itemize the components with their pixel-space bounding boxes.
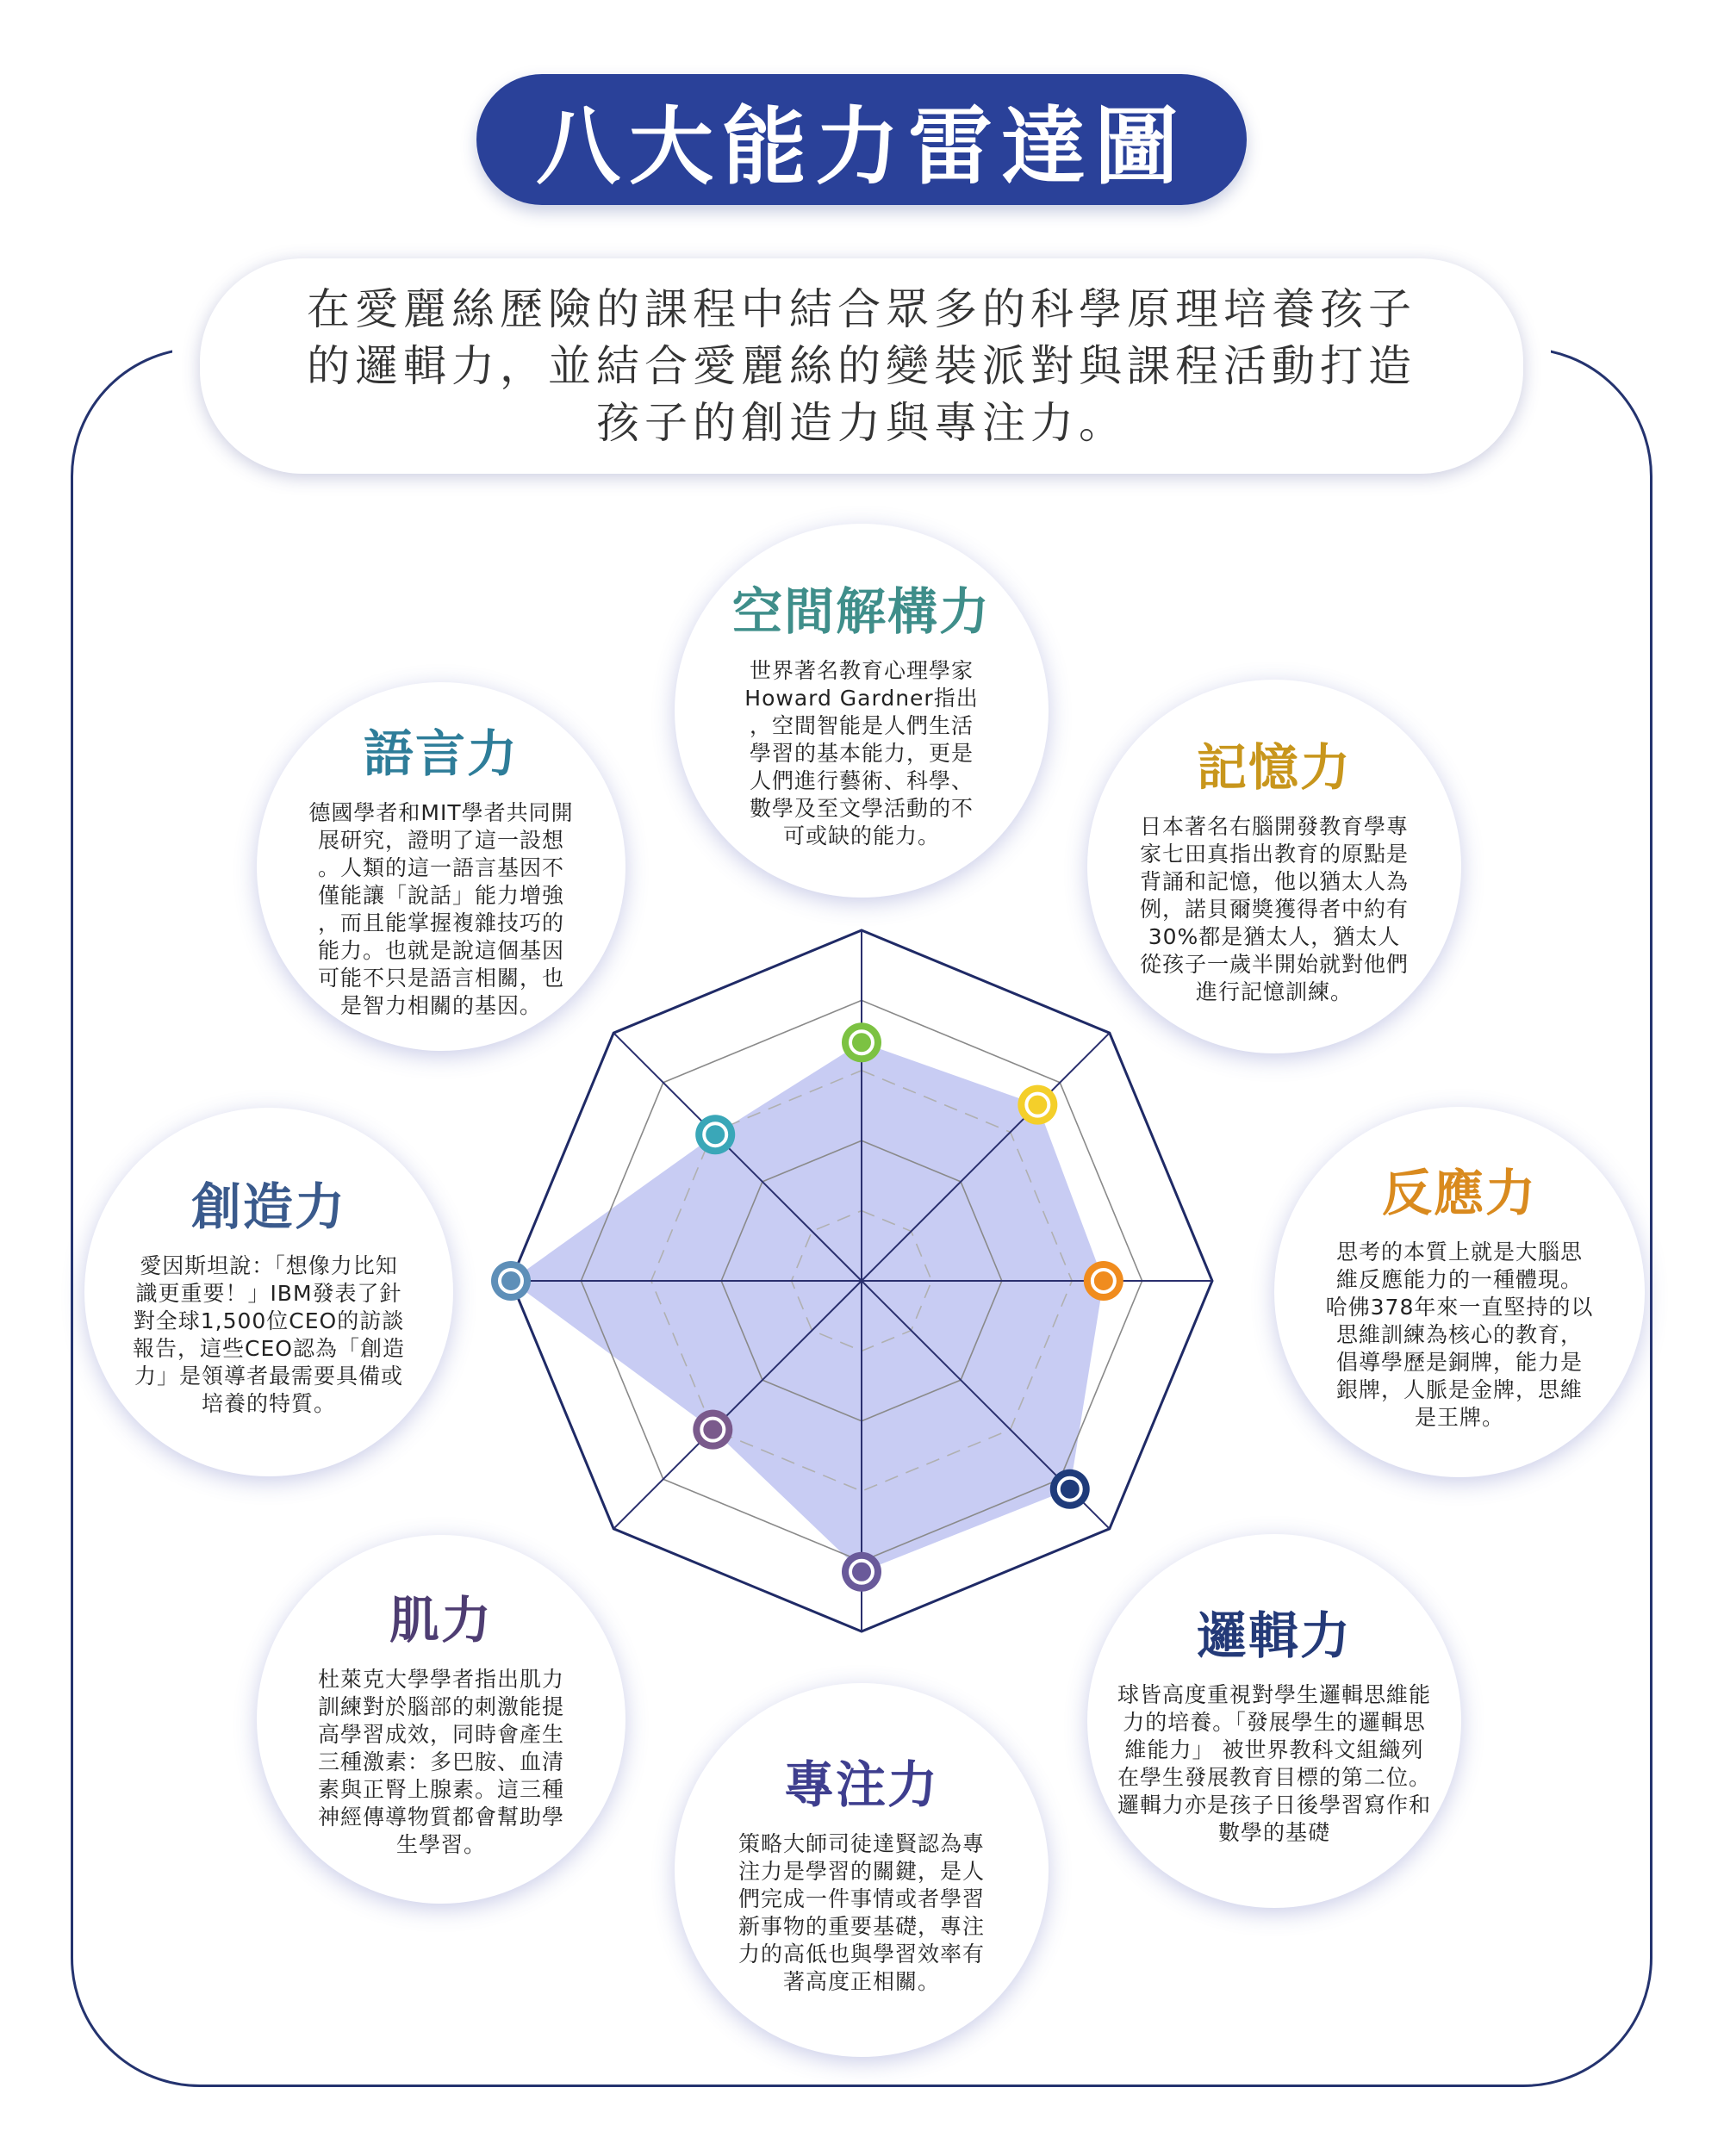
bubble-text-line: 倡導學歷是銅牌，能力是 (1335, 1350, 1583, 1375)
page-title: 八大能力雷達圖 (535, 97, 1187, 196)
bubble-text-line: 們完成一件事情或者學習 (738, 1886, 985, 1911)
bubble-muscle (257, 1535, 625, 1904)
bubble-text-line: 著高度正相關。 (782, 1969, 940, 1994)
bubble-text-creativity (122, 1252, 415, 1418)
bubble-text-line: 策略大師司徒達賢認為專 (738, 1831, 985, 1856)
bubble-text-line: 素與正腎上腺素。這三種 (317, 1777, 564, 1802)
bubble-text-line: 識更重要！」IBM發表了針 (135, 1281, 402, 1306)
bubble-text-line: 。人類的這一語言基因不 (317, 855, 564, 880)
bubble-text-line: Howard Gardner指出 (744, 686, 979, 711)
bubble-text-line: ，而且能掌握複雜技巧的 (317, 910, 564, 935)
bubble-title-memory: 記憶力 (1196, 738, 1352, 797)
bubble-text-line: 展研究，證明了這一設想 (317, 828, 564, 853)
bubble-text-spatial (715, 657, 1008, 850)
bubble-memory (1087, 680, 1461, 1053)
radar-point-0 (842, 1022, 881, 1062)
bubble-logic (1087, 1534, 1461, 1908)
radar-point-3 (1050, 1469, 1090, 1509)
bubble-text-line: 思考的本質上就是大腦思 (1335, 1240, 1583, 1264)
bubble-text-line: 例，諾貝爾獎獲得者中約有 (1139, 897, 1409, 922)
bubble-reaction (1274, 1107, 1645, 1477)
radar-point-6 (491, 1261, 531, 1301)
bubble-text-line: 僅能讓「說話」能力增強 (317, 883, 564, 908)
bubble-text-line: 力的培養。「發展學生的邏輯思 (1123, 1710, 1426, 1735)
bubble-text-logic (1111, 1681, 1438, 1847)
bubble-text-line: 可能不只是語言相關，也 (317, 966, 564, 991)
bubble-text-line: 愛因斯坦說：「想像力比知 (140, 1253, 398, 1278)
bubble-text-line: 新事物的重要基礎，專注 (738, 1914, 985, 1939)
bubble-text-line: 進行記憶訓練。 (1195, 979, 1353, 1004)
bubble-text-line: 家七田真指出教育的原點是 (1139, 842, 1409, 867)
bubble-text-line: 是王牌。 (1414, 1405, 1504, 1430)
bubble-text-line: 高學習成效，同時會產生 (317, 1722, 564, 1747)
bubble-text-line: 30%都是猶太人，猶太人 (1148, 924, 1401, 949)
bubble-text-line: 數學的基礎 (1217, 1820, 1330, 1845)
bubble-title-focus: 專注力 (783, 1755, 939, 1814)
bubble-text-line: 維反應能力的一種體現。 (1335, 1267, 1583, 1292)
bubble-text-line: ，空間智能是人們生活 (749, 713, 974, 738)
bubble-text-line: 銀牌，人脈是金牌，思維 (1335, 1377, 1583, 1402)
bubble-text-line: 注力是學習的關鍵，是人 (738, 1859, 985, 1884)
bubble-text-line: 力」是領導者最需要具備或 (134, 1364, 403, 1389)
bubble-title-logic: 邏輯力 (1196, 1606, 1352, 1665)
bubble-text-line: 人們進行藝術、科學、 (749, 768, 974, 793)
bubble-text-line: 背誦和記憶，他以猶太人為 (1139, 869, 1409, 894)
bubble-title-muscle: 肌力 (389, 1591, 493, 1650)
bubble-text-line: 三種激素：多巴胺、血清 (317, 1749, 564, 1774)
bubble-text-line: 可或缺的能力。 (782, 823, 940, 848)
bubble-text-line: 訓練對於腦部的刺激能提 (317, 1694, 564, 1719)
intro-line-1: 在愛麗絲歷險的課程中結合眾多的科學原理培養孩子 (307, 284, 1416, 334)
bubble-text-line: 在學生發展教育目標的第二位。 (1117, 1765, 1431, 1790)
bubble-title-reaction: 反應力 (1381, 1164, 1537, 1222)
bubble-text-focus (715, 1830, 1008, 1996)
bubble-text-line: 報告，這些CEO認為「創造 (133, 1336, 405, 1361)
bubble-title-spatial: 空間解構力 (731, 582, 991, 641)
bubble-text-line: 是智力相關的基因。 (339, 993, 542, 1018)
bubble-text-line: 能力。也就是說這個基因 (317, 938, 564, 963)
intro-line-2: 的邏輯力，並結合愛麗絲的變裝派對與課程活動打造 (307, 341, 1416, 391)
bubble-text-line: 思維訓練為核心的教育， (1335, 1322, 1583, 1347)
bubble-text-line: 學習的基本能力，更是 (749, 741, 974, 766)
bubble-spatial (675, 524, 1049, 898)
bubble-text-reaction (1313, 1239, 1606, 1432)
bubble-language (257, 682, 625, 1051)
bubble-text-memory (1128, 813, 1421, 1006)
bubble-text-line: 從孩子一歲半開始就對他們 (1139, 952, 1409, 977)
bubble-text-line: 生學習。 (395, 1832, 486, 1857)
bubble-text-line: 邏輯力亦是孩子日後學習寫作和 (1117, 1793, 1431, 1817)
bubble-text-muscle (295, 1666, 588, 1859)
bubble-text-line: 神經傳導物質都會幫助學 (317, 1805, 564, 1830)
bubble-text-line: 球皆高度重視對學生邏輯思維能 (1117, 1682, 1431, 1707)
bubble-title-creativity: 創造力 (190, 1177, 346, 1236)
radar-point-1 (1018, 1085, 1057, 1125)
intro-line-3: 孩子的創造力與專注力。 (596, 398, 1127, 448)
bubble-creativity (84, 1108, 453, 1476)
bubble-focus (675, 1683, 1049, 2057)
bubble-text-line: 培養的特質。 (201, 1391, 336, 1416)
radar-point-5 (693, 1410, 732, 1450)
radar-point-4 (842, 1552, 881, 1592)
bubble-text-line: 維能力」 被世界教科文組織列 (1124, 1737, 1424, 1762)
bubble-text-line: 日本著名右腦開發教育學專 (1139, 814, 1409, 839)
bubble-text-line: 德國學者和MIT學者共同開 (308, 800, 574, 825)
bubble-text-line: 哈佛378年來一直堅持的以 (1325, 1295, 1594, 1320)
bubble-text-line: 杜萊克大學學者指出肌力 (317, 1667, 564, 1692)
radar-point-2 (1084, 1261, 1123, 1301)
bubble-text-line: 數學及至文學活動的不 (749, 796, 974, 821)
bubble-text-line: 力的高低也與學習效率有 (738, 1942, 985, 1966)
bubble-text-line: 世界著名教育心理學家 (749, 658, 974, 683)
bubble-text-language (295, 799, 588, 1020)
bubble-title-language: 語言力 (363, 724, 519, 783)
radar-point-7 (695, 1115, 735, 1154)
bubble-text-line: 對全球1,500位CEO的訪談 (133, 1308, 405, 1333)
